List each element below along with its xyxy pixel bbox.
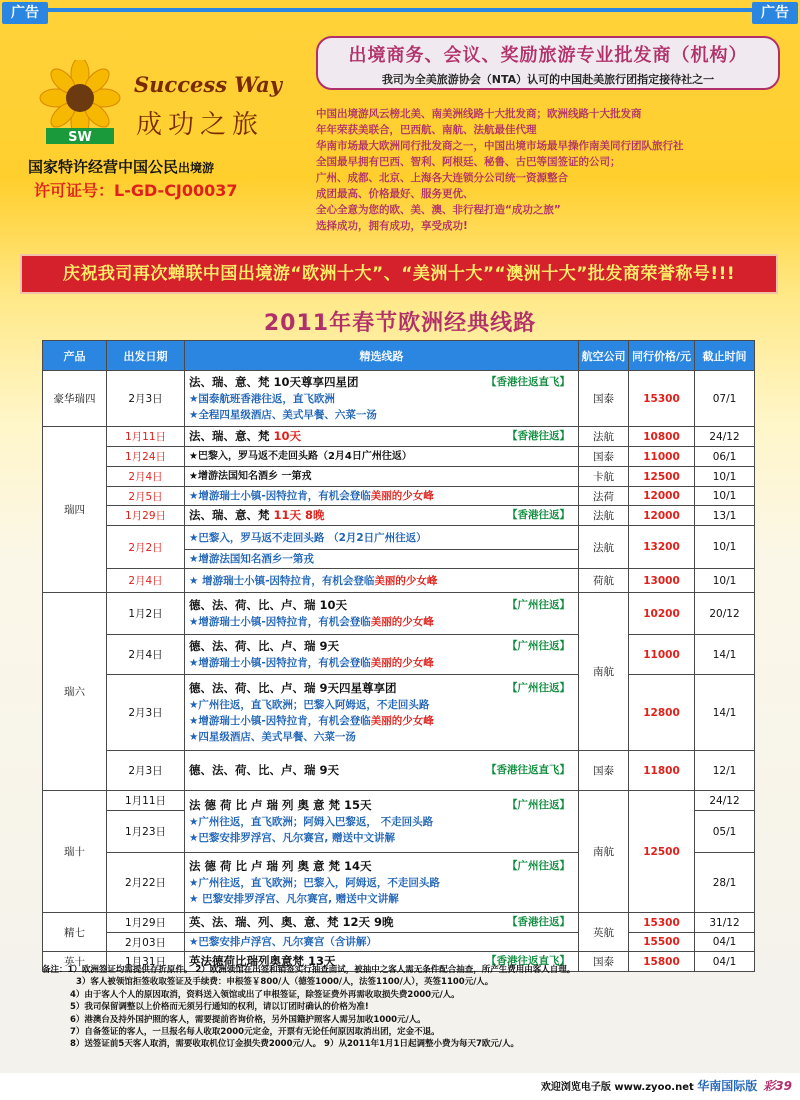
route-cell: 【广州往返】 法 德 荷 比 卢 瑞 列 奥 意 梵 14天 ★广州往返，直飞欧洲；巴黎入，阿姆返，不走回头路 ★ 巴黎安排罗浮宫、凡尔赛宫, 赠送中文讲解 [185, 853, 579, 913]
table-row [43, 487, 755, 506]
route-cell: 【广州往返】 德、法、荷、比、卢、瑞 9天 ★增游瑞士小镇-因特拉肯，有机会登临美丽的少女峰 [185, 635, 579, 675]
price-cell: 10200 [629, 593, 695, 635]
table-row [43, 791, 755, 811]
deadline-cell: 14/1 [695, 675, 755, 751]
route-cell: 【香港往返】 法、瑞、意、梵 11天 8晚 [185, 506, 579, 526]
price-cell: 13200 [629, 526, 695, 569]
table-row [43, 447, 755, 467]
remarks [42, 964, 758, 1051]
footer-text: 欢迎浏览电子版 www.zyoo.net [540, 1082, 694, 1093]
price-cell: 12500 [629, 791, 695, 913]
company-bullets [316, 106, 786, 234]
date-cell: 1月29日 [107, 506, 185, 526]
airline-cell: 法航 [579, 526, 629, 569]
bullet-item: 全国最早拥有巴西、智利、阿根廷、秘鲁、古巴等国签证的公司； [316, 156, 621, 168]
route-cell: 【香港往返直飞】 德、法、荷、比、卢、瑞 9天 [185, 751, 579, 791]
deadline-cell: 31/12 [695, 913, 755, 933]
col-product: 产品 [43, 341, 107, 371]
price-cell: 12000 [629, 487, 695, 506]
honor-banner: 庆祝我司再次蝉联中国出境游“欧洲十大”、“美洲十大”“澳洲十大”批发商荣誉称号!!! [20, 254, 778, 294]
col-deadline: 截止时间 [695, 341, 755, 371]
col-price: 同行价格/元 [629, 341, 695, 371]
deadline-cell: 14/1 [695, 635, 755, 675]
deadline-cell: 20/12 [695, 593, 755, 635]
date-cell: 2月4日 [107, 635, 185, 675]
bullet-item: 华南市场最大欧洲同行批发商之一，中国出境市场最早操作南美同行团队旅行社 [316, 140, 684, 152]
route-cell: ★巴黎入，罗马返不走回头路 （2月2日广州往返） [185, 526, 579, 550]
airline-cell: 国泰 [579, 952, 629, 972]
route-cell: ★巴黎入，罗马返不走回头路（2月4日广州往返） [185, 447, 579, 467]
deadline-cell: 13/1 [695, 506, 755, 526]
col-date: 出发日期 [107, 341, 185, 371]
table-row [43, 675, 755, 751]
footer-credit [541, 1077, 792, 1094]
deadline-cell: 10/1 [695, 487, 755, 506]
table-row [43, 751, 755, 791]
deadline-cell: 12/1 [695, 751, 755, 791]
date-cell: 1月11日 [107, 427, 185, 447]
header-box [316, 36, 780, 90]
table-row [43, 913, 755, 933]
price-cell: 15500 [629, 933, 695, 952]
logo-english: Success Way [134, 72, 282, 97]
license-number: 许可证号：L-GD-CJ00037 [34, 181, 238, 200]
table-row [43, 467, 755, 487]
price-cell: 13000 [629, 569, 695, 593]
license-line-1: 国家特许经营中国公民出境游 [28, 158, 215, 176]
deadline-cell: 10/1 [695, 467, 755, 487]
table-header-row [43, 341, 755, 371]
airline-cell: 荷航 [579, 569, 629, 593]
deadline-cell: 07/1 [695, 371, 755, 427]
deadline-cell: 10/1 [695, 569, 755, 593]
table-row [43, 635, 755, 675]
logo-chinese: 成功之旅 [136, 110, 265, 140]
product-cell: 瑞六 [43, 593, 107, 791]
date-cell: 2月03日 [107, 933, 185, 952]
date-cell: 2月4日 [107, 467, 185, 487]
price-cell: 11000 [629, 635, 695, 675]
remark-line: 3）客人被领馆拒签收取签证及手续费：申根签￥800/人（德签1000/人，法签1100/人），英签1100元/人。 [76, 977, 494, 988]
deadline-cell: 24/12 [695, 791, 755, 811]
airline-cell: 南航 [579, 791, 629, 913]
table-row [43, 427, 755, 447]
table-row [43, 526, 755, 550]
footer-brand: 华南国际版 [697, 1079, 758, 1093]
deadline-cell: 04/1 [695, 952, 755, 972]
price-cell: 15800 [629, 952, 695, 972]
price-cell: 15300 [629, 913, 695, 933]
ad-tag-left: 广告 [2, 2, 48, 24]
airline-cell: 国泰 [579, 447, 629, 467]
ad-tag-right: 广告 [752, 2, 798, 24]
route-cell: ★增游瑞士小镇-因特拉肯，有机会登临美丽的少女峰 [185, 487, 579, 506]
date-cell: 2月3日 [107, 371, 185, 427]
col-route: 精选线路 [185, 341, 579, 371]
price-cell: 11000 [629, 447, 695, 467]
date-cell: 1月31日 [107, 952, 185, 972]
deadline-cell: 04/1 [695, 933, 755, 952]
date-cell: 1月2日 [107, 593, 185, 635]
route-cell: ★增游法国知名酒乡一第戎 [185, 550, 579, 569]
price-cell: 15300 [629, 371, 695, 427]
product-cell: 英十 [43, 952, 107, 972]
remark-line: 备注：1）欧洲签证均需提供存折原件。 2）欧洲领馆在出签和销签实行抽查面试，被抽中之客人需无条件配合抽查，所产生费用由客人自理。 [42, 965, 576, 975]
date-cell: 2月3日 [107, 751, 185, 791]
date-cell: 1月24日 [107, 447, 185, 467]
price-cell: 12500 [629, 467, 695, 487]
price-cell: 10800 [629, 427, 695, 447]
date-cell: 2月4日 [107, 569, 185, 593]
col-airline: 航空公司 [579, 341, 629, 371]
airline-cell: 卡航 [579, 467, 629, 487]
top-stripe [48, 8, 752, 12]
page-number: 彩39 [763, 1079, 792, 1093]
deadline-cell: 06/1 [695, 447, 755, 467]
date-cell: 1月23日 [107, 811, 185, 853]
table-row [43, 933, 755, 952]
price-cell: 11800 [629, 751, 695, 791]
price-cell: 12800 [629, 675, 695, 751]
tour-table [42, 340, 755, 972]
airline-cell: 法航 [579, 506, 629, 526]
table-row [43, 593, 755, 635]
deadline-cell: 24/12 [695, 427, 755, 447]
bullet-item: 广州、成都、北京、上海各大连锁分公司统一资源整合 [316, 172, 568, 184]
remark-line: 7）自备签证的客人，一旦报名每人收取2000元定金，开票有无论任何原因取消出团，定金不退。 [70, 1027, 440, 1038]
footer [0, 1073, 800, 1100]
route-cell: 【香港往返】 法、瑞、意、梵 10天 [185, 427, 579, 447]
remark-line: 6）港澳台及持外国护照的客人，需要提前咨询价格，另外国籍护照客人需另加收1000元/人。 [70, 1014, 426, 1025]
header-title: 出境商务、会议、奖励旅游专业批发商（机构） [348, 45, 748, 66]
bullet-item: 年年荣获美联合，巴西航、南航、法航最佳代理 [316, 124, 537, 136]
product-cell: 精七 [43, 913, 107, 952]
bullet-item: 成团最高、价格最好、服务更优、 [316, 188, 474, 200]
header-subtitle: 我司为全美旅游协会（NTA）认可的中国赴美旅行团指定接待社之一 [381, 73, 715, 86]
route-cell: 【广州往返】 德、法、荷、比、卢、瑞 10天 ★增游瑞士小镇-因特拉肯，有机会登临美丽的少女峰 [185, 593, 579, 635]
airline-cell: 南航 [579, 593, 629, 751]
table-row [43, 569, 755, 593]
date-cell: 2月5日 [107, 487, 185, 506]
date-cell: 2月3日 [107, 675, 185, 751]
route-cell: 【广州往返】 法 德 荷 比 卢 瑞 列 奥 意 梵 15天 ★广州往返，直飞欧洲；阿姆入巴黎返， 不走回头路 ★巴黎安排罗浮宫、凡尔赛宫, 赠送中文讲解 [185, 791, 579, 853]
remark-line: 5）我司保留调整以上价格而无须另行通知的权利，请以订团时确认的价格为准! [70, 1002, 369, 1013]
airline-cell: 英航 [579, 913, 629, 952]
product-cell: 瑞四 [43, 427, 107, 593]
airline-cell: 法航 [579, 427, 629, 447]
airline-cell: 法荷 [579, 487, 629, 506]
bullet-item: 全心全意为您的欧、美、澳、非行程打造“成功之旅” [316, 204, 561, 216]
date-cell: 2月22日 [107, 853, 185, 913]
bullet-item: 中国出境游风云榜北美、南美洲线路十大批发商；欧洲线路十大批发商 [316, 108, 642, 120]
route-cell: ★巴黎安排卢浮宫、凡尔赛宫（含讲解） [185, 933, 579, 952]
date-cell: 2月2日 [107, 526, 185, 569]
date-cell: 1月11日 [107, 791, 185, 811]
sunflower-logo-icon [30, 60, 130, 150]
deadline-cell: 10/1 [695, 526, 755, 569]
product-cell: 瑞十 [43, 791, 107, 913]
product-cell: 豪华瑞四 [43, 371, 107, 427]
route-cell: 【广州往返】 德、法、荷、比、卢、瑞 9天四星尊享团 ★广州往返，直飞欧洲；巴黎入阿姆返，不走回头路 ★增游瑞士小镇-因特拉肯，有机会登临美丽的少女峰 ★四星级酒店、美式早餐、六菜一汤 [185, 675, 579, 751]
remark-line: 8）送签证前5天客人取消，需要收取机位订金损失费2000元/人。 9）从2011年1月1日起调整小费为每天7欧元/人。 [70, 1039, 519, 1050]
airline-cell: 国泰 [579, 751, 629, 791]
airline-cell: 国泰 [579, 371, 629, 427]
table-row [43, 371, 755, 427]
logo-mark: SW [68, 130, 92, 145]
deadline-cell: 28/1 [695, 853, 755, 913]
table-row [43, 506, 755, 526]
route-cell: ★ 增游瑞士小镇-因特拉肯，有机会登临美丽的少女峰 [185, 569, 579, 593]
date-cell: 1月29日 [107, 913, 185, 933]
price-cell: 12000 [629, 506, 695, 526]
route-cell: 【香港往返直飞】 法、瑞、意、梵 10天尊享四星团 ★国泰航班香港往返，直飞欧洲 ★全程四星级酒店、美式早餐、六菜一汤 [185, 371, 579, 427]
page-title: 2011年春节欧洲经典线路 [263, 311, 537, 336]
bullet-item: 选择成功，拥有成功，享受成功! [316, 220, 468, 232]
deadline-cell: 05/1 [695, 811, 755, 853]
remark-line: 4）由于客人个人的原因取消，资料送入领馆或出了申根签证，除签证费外再需收取损失费2000元/人。 [70, 989, 460, 1000]
route-cell: 【香港往返】 英、法、瑞、列、奥、意、梵 12天 9晚 [185, 913, 579, 933]
route-cell: 【香港往返直飞】 英法德荷比瑞列奥意梵 13天 [185, 952, 579, 972]
route-cell: ★增游法国知名酒乡 一第戎 [185, 467, 579, 487]
